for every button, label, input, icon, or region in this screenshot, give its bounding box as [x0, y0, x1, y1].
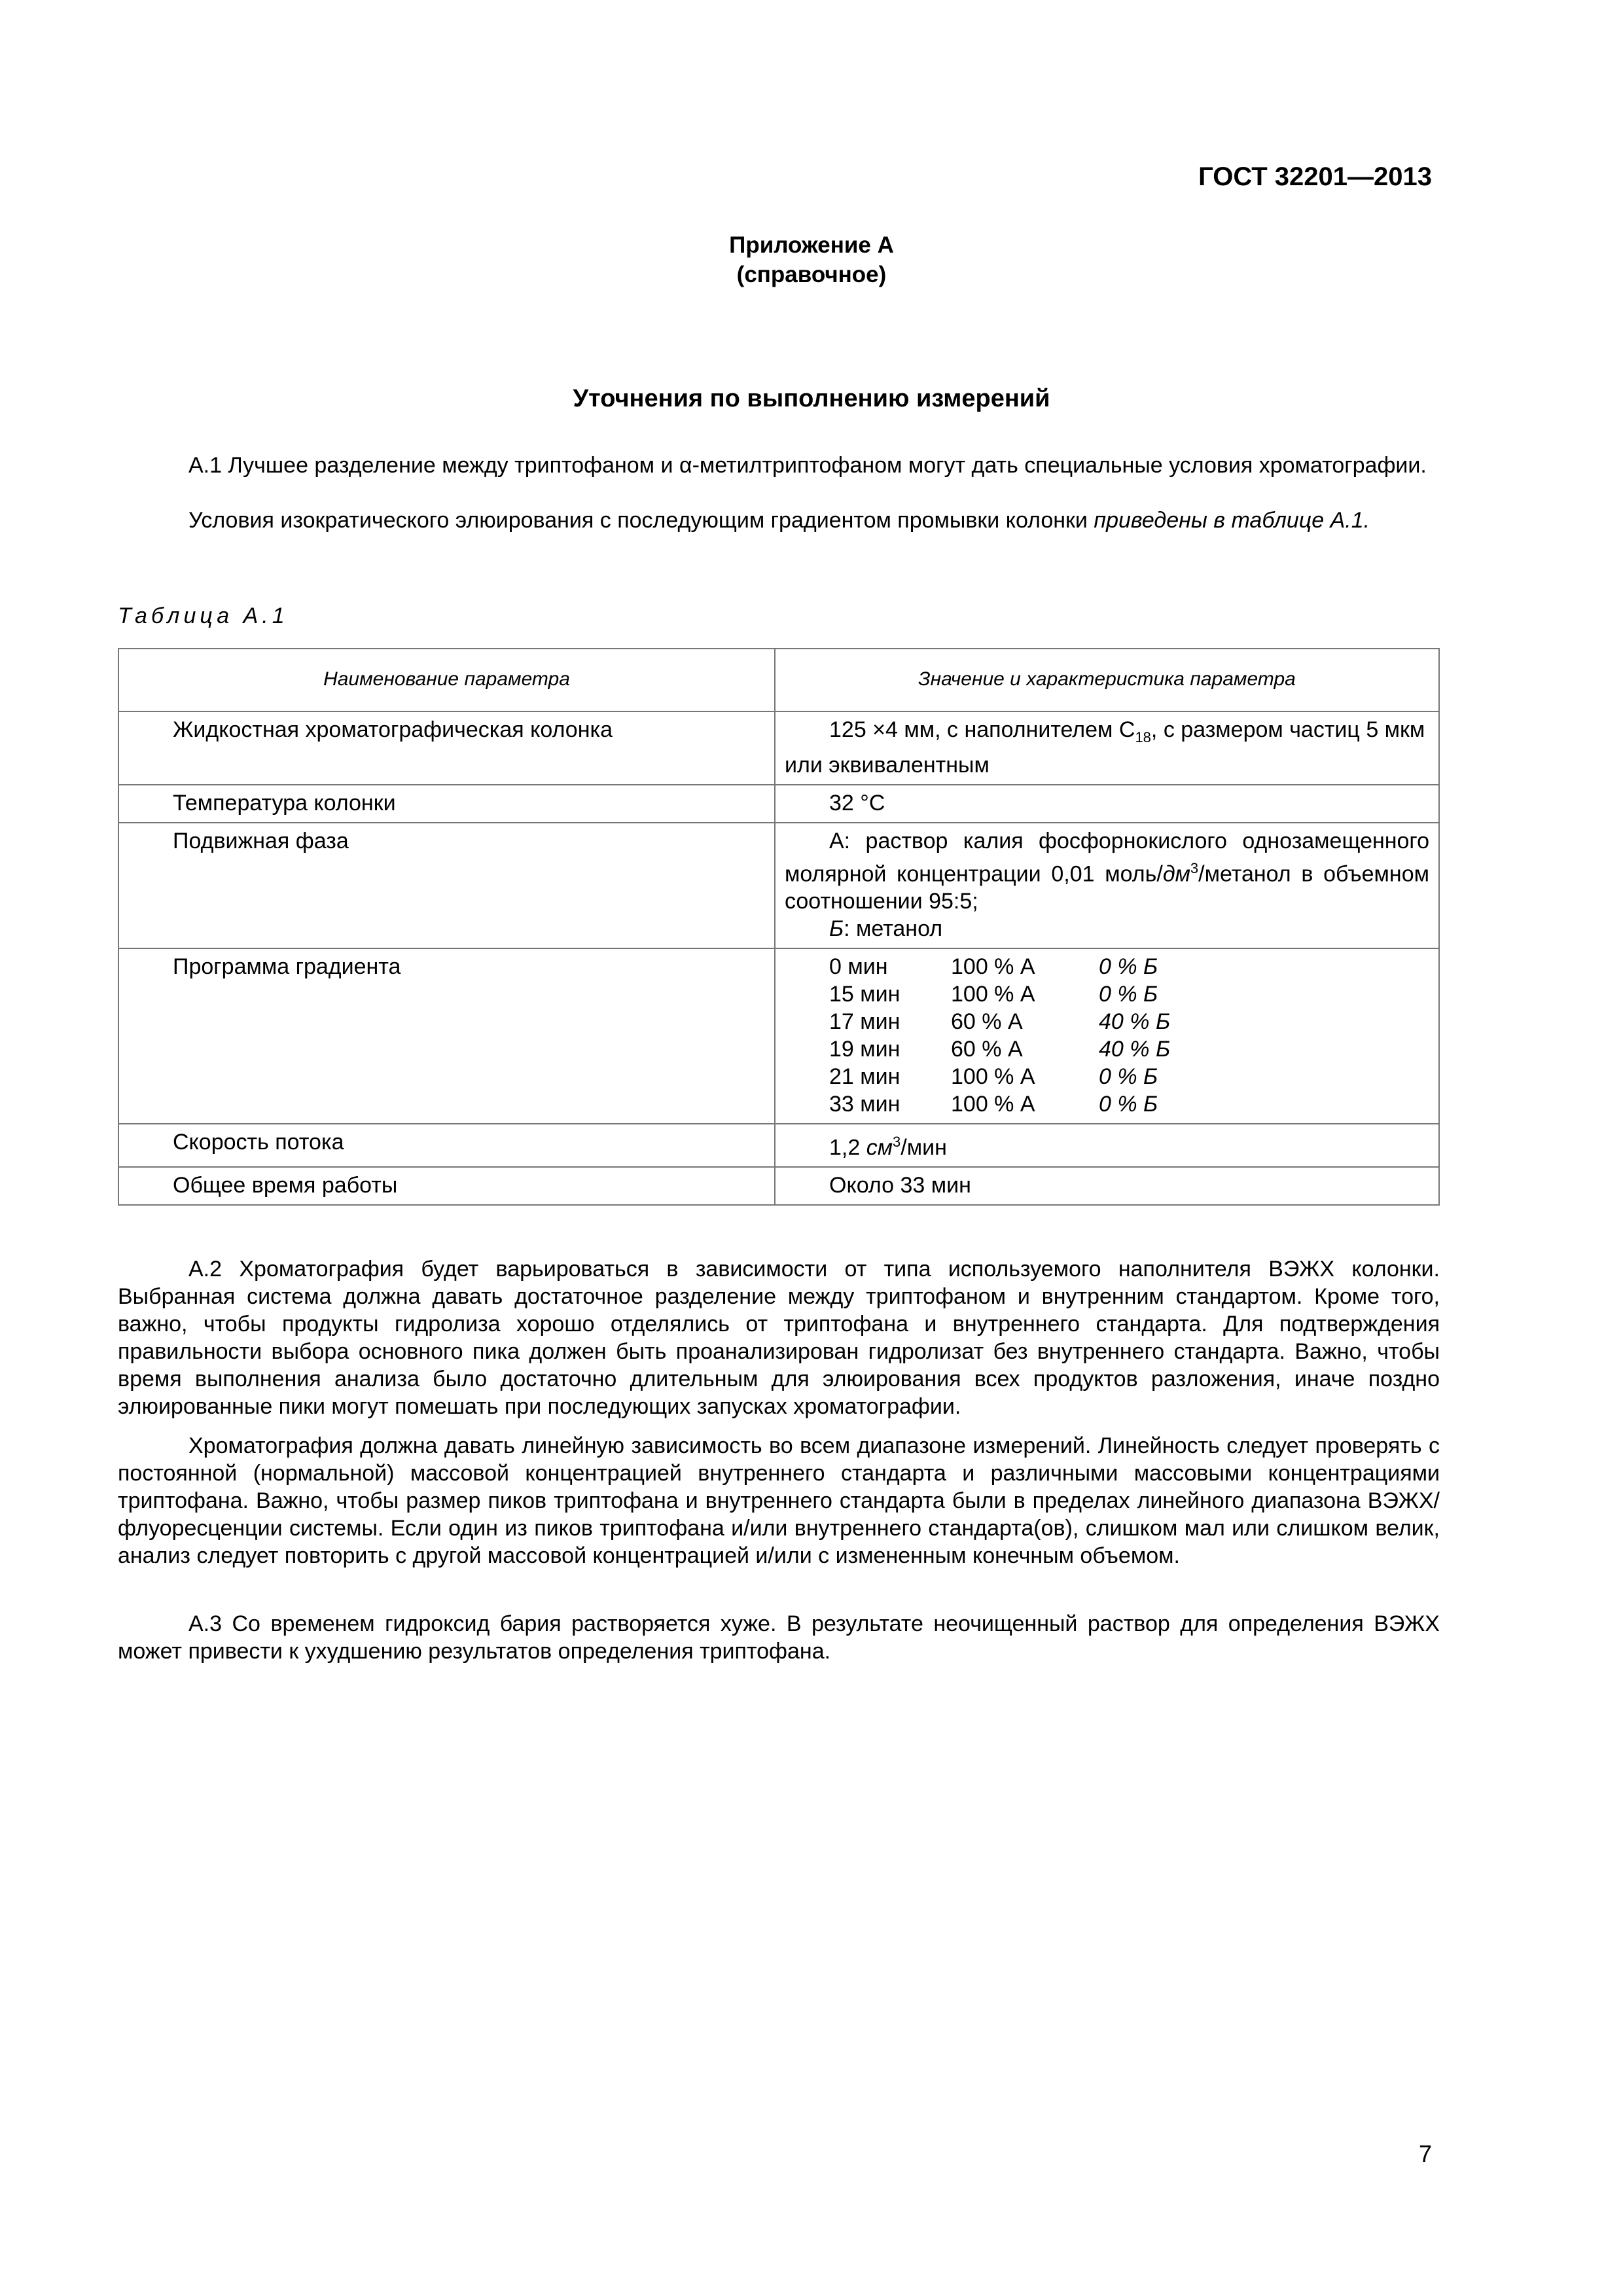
step-time: 15 мин	[829, 982, 901, 1007]
step-time: 19 мин	[829, 1037, 901, 1062]
table-header-row	[118, 649, 1439, 711]
table-row	[118, 1167, 1439, 1205]
superscript: 3	[893, 1134, 901, 1151]
step-a: 60 % А	[951, 1037, 1023, 1062]
gradient-step	[785, 1008, 1429, 1035]
gradient-step	[785, 1063, 1429, 1090]
table-row	[118, 1124, 1439, 1167]
step-time: 0 мин	[829, 954, 888, 980]
gradient-step	[785, 1035, 1429, 1063]
step-a: 100 % А	[951, 1092, 1035, 1117]
step-a: 100 % А	[951, 982, 1035, 1007]
table-row	[118, 711, 1439, 785]
paragraph-table-reference	[118, 507, 1440, 534]
value-line	[785, 1128, 1429, 1161]
gradient-step	[785, 1090, 1429, 1118]
step-time: 33 мин	[829, 1092, 901, 1117]
value-text: /мин	[901, 1135, 947, 1160]
param-value	[775, 1167, 1439, 1205]
annex-status: (справочное)	[736, 262, 887, 287]
table-reference: приведены в таблице А.1.	[1094, 508, 1370, 533]
step-a: 60 % А	[951, 1009, 1023, 1035]
column-header-value: Значение и характеристика параметра	[775, 649, 1439, 711]
gradient-step	[785, 980, 1429, 1008]
step-b: 40 % Б	[1099, 1037, 1171, 1062]
step-b: 0 % Б	[1099, 1064, 1158, 1090]
column-header-parameter: Наименование параметра	[118, 649, 775, 711]
value-text: : метанол	[844, 916, 943, 942]
paragraph-a1: А.1 Лучшее разделение между триптофаном и α-метилтриптофаном могут дать специальные условия хроматографии.	[188, 453, 1427, 478]
annex-title: Приложение А	[729, 232, 894, 258]
value-text: А: раствор калия фосфорнокислого однозамещенного молярной концентрации 0,01 моль/	[785, 828, 1429, 887]
value-text: /метанол в объемном соотношении 95:5;	[785, 861, 1429, 914]
document-id: ГОСТ 32201—2013	[1198, 162, 1432, 191]
paragraph-linearity: Хроматография должна давать линейную зависимость во всем диапазоне измерений. Линейность следует проверять с постоянной (нормальной) массовой концентрацией внутреннего стандарта и различными массовыми концентрациями триптофана. Важно, чтобы размер пиков триптофана и внутреннего стандарта были в пределах линейного диапазона ВЭЖХ/флуоресценции системы. Если один из пиков триптофана и/или внутреннего стандарта(ов), слишком мал или слишком велик, анализ следует повторить с другой массовой концентрацией и/или с измененным конечным объемом.	[118, 1433, 1440, 1568]
paragraph-a3: А.3 Со временем гидроксид бария растворяется хуже. В результате неочищенный раствор для определения ВЭЖХ может привести к ухудшению результатов определения триптофана.	[118, 1611, 1440, 1664]
param-name: Программа градиента	[118, 948, 775, 1124]
value-text: 125 ×4 мм, с наполнителем C	[829, 717, 1135, 742]
param-value	[775, 823, 1439, 948]
param-value	[775, 785, 1439, 823]
step-a: 100 % А	[951, 954, 1035, 980]
eluent-letter: Б	[829, 916, 844, 942]
step-b: 0 % Б	[1099, 982, 1158, 1007]
unit: дм	[1162, 861, 1190, 887]
table-caption: Таблица А.1	[118, 603, 289, 628]
value-line	[785, 827, 1429, 915]
param-value	[775, 1124, 1439, 1167]
gradient-step	[785, 953, 1429, 980]
subscript: 18	[1135, 728, 1151, 745]
table-row	[118, 823, 1439, 948]
paragraph-a2: А.2 Хроматография будет варьироваться в зависимости от типа используемого наполнителя ВЭЖХ колонки. Выбранная система должна давать достаточное разделение между триптофаном и внутренним стандартом. Кроме того, важно, чтобы продукты гидролиза хорошо отделялись от триптофана и внутреннего стандарта. Для подтверждения правильности выбора основного пика должен быть проанализирован гидролизат без внутреннего стандарта. Важно, чтобы время выполнения анализа было достаточно длительным для элюирования всех продуктов разложения, иначе поздно элюированные пики могут помешать при последующих запусках хроматографии.	[118, 1257, 1440, 1419]
table-row	[118, 785, 1439, 823]
param-name: Температура колонки	[118, 785, 775, 823]
step-a: 100 % А	[951, 1064, 1035, 1090]
value-line	[785, 915, 1429, 942]
step-b: 40 % Б	[1099, 1009, 1171, 1035]
param-value	[775, 711, 1439, 785]
value-line: Около 33 мин	[829, 1173, 971, 1198]
param-name: Скорость потока	[118, 1124, 775, 1167]
step-time: 21 мин	[829, 1064, 901, 1090]
value-line: 32 °C	[829, 790, 885, 816]
param-name: Жидкостная хроматографическая колонка	[118, 711, 775, 785]
value-text: 1,2	[829, 1135, 866, 1160]
param-name: Подвижная фаза	[118, 823, 775, 948]
step-b: 0 % Б	[1099, 1092, 1158, 1117]
superscript: 3	[1190, 859, 1199, 876]
param-value	[775, 948, 1439, 1124]
section-title: Уточнения по выполнению измерений	[573, 385, 1050, 412]
unit: см	[866, 1135, 893, 1160]
paragraph-text: Условия изократического элюирования с последующим градиентом промывки колонки	[188, 508, 1094, 533]
value-line	[785, 716, 1429, 751]
step-time: 17 мин	[829, 1009, 901, 1035]
value-text: , с размером частиц 5 мкм	[1150, 717, 1425, 742]
parameter-table	[118, 648, 1440, 1206]
page-number: 7	[1418, 2140, 1432, 2167]
param-name: Общее время работы	[118, 1167, 775, 1205]
value-line: или эквивалентным	[785, 752, 990, 778]
table-row	[118, 948, 1439, 1124]
step-b: 0 % Б	[1099, 954, 1158, 980]
